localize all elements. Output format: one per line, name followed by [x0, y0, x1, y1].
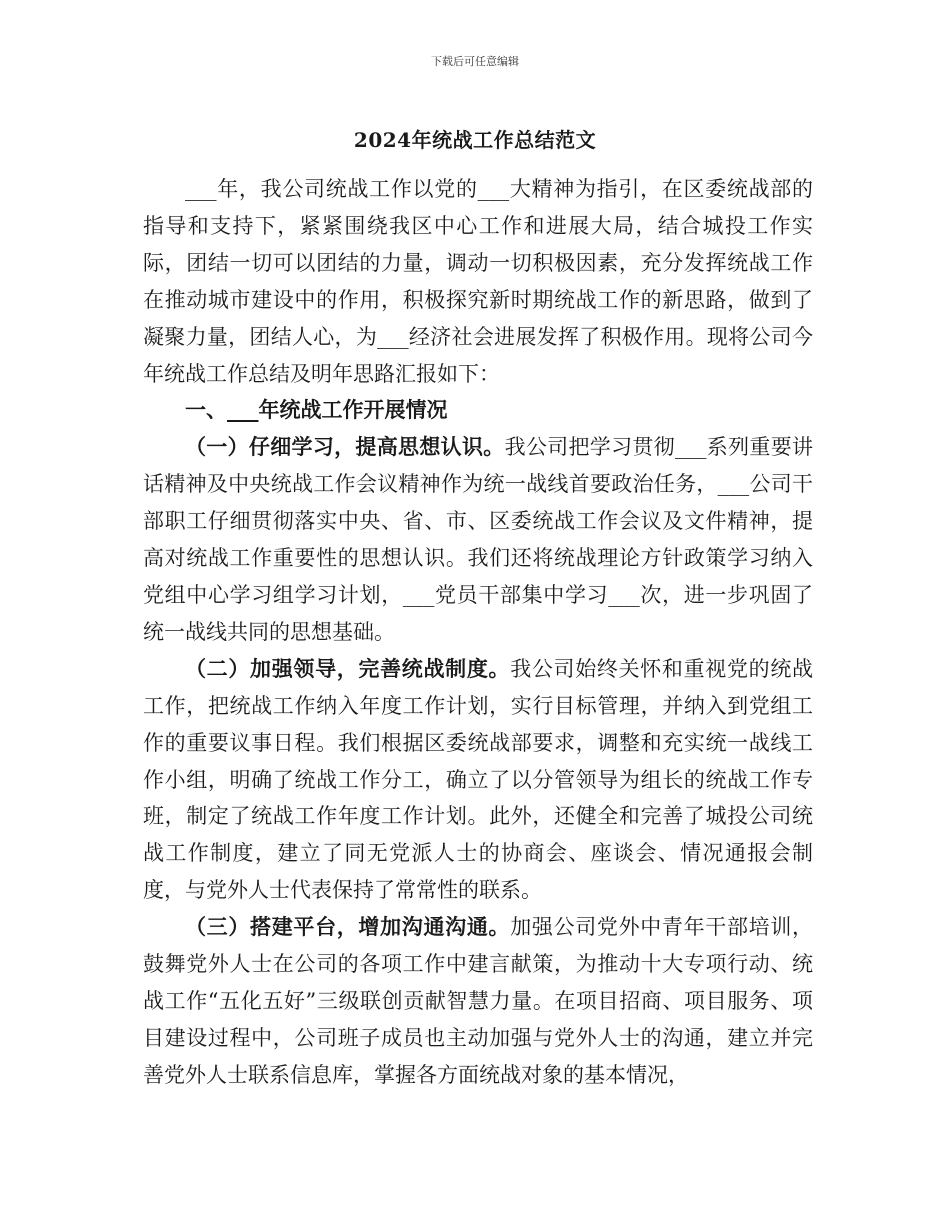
item-2-paragraph — [143, 651, 813, 909]
intro-paragraph: ___年，我公司统战工作以党的___大精神为指引，在区委统战部的指导和支持下，紧紧围绕我区中心工作和进展大局，结合城投工作实际，团结一切可以团结的力量，调动一切积极因素，充分发挥统战工作在推动城市建设中的作用，积极探究新时期统战工作的新思路，做到了凝聚力量，团结人心，为___经济社会进展发挥了积极作用。现将公司今年统战工作总结及明年思路汇报如下： — [143, 177, 813, 386]
section-1-heading: 一、___年统战工作开展情况 — [185, 397, 448, 423]
item-1-lead: （一）仔细学习，提高思想认识。 — [185, 434, 505, 460]
item-1-paragraph — [143, 429, 813, 650]
item-2-lead: （二）加强领导，完善统战制度。 — [185, 655, 511, 681]
page-header-note: 下载后可任意编辑 — [431, 55, 519, 68]
item-1-body: 我公司把学习贯彻___系列重要讲话精神及中央统战工作会议精神作为统一战线首要政治任务，___公司干部职工仔细贯彻落实中央、省、市、区委统战工作会议及文件精神，提高对统战工作重要性的思想认识。我们还将统战理论方针政策学习纳入党组中心学习组学习计划，___党员干部集中学习___次，进一步巩固了统一战线共同的思想基础。 — [143, 435, 814, 644]
item-3-paragraph — [143, 909, 813, 1094]
item-3-lead: （三）搭建平台，增加沟通沟通。 — [185, 914, 511, 940]
item-3-body: 加强公司党外中青年干部培训，鼓舞党外人士在公司的各项工作中建言献策，为推动十大专项行动、统战工作“五化五好”三级联创贡献智慧力量。在项目招商、项目服务、项目建设过程中，公司班子成员也主动加强与党外人士的沟通，建立并完善党外人士联系信息库，掌握各方面统战对象的基本情况， — [143, 915, 814, 1087]
document-body — [143, 171, 813, 1094]
document-title: 2024年统战工作总结范文 — [353, 128, 597, 152]
item-2-body: 我公司始终关怀和重视党的统战工作，把统战工作纳入年度工作计划，实行目标管理，并纳入到党组工作的重要议事日程。我们根据区委统战部要求，调整和充实统一战线工作小组，明确了统战工作分工，确立了以分管领导为组长的统战工作专班，制定了统战工作年度工作计划。此外，还健全和完善了城投公司统战工作制度，建立了同无党派人士的协商会、座谈会、情况通报会制度，与党外人士代表保持了常常性的联系。 — [143, 656, 814, 903]
